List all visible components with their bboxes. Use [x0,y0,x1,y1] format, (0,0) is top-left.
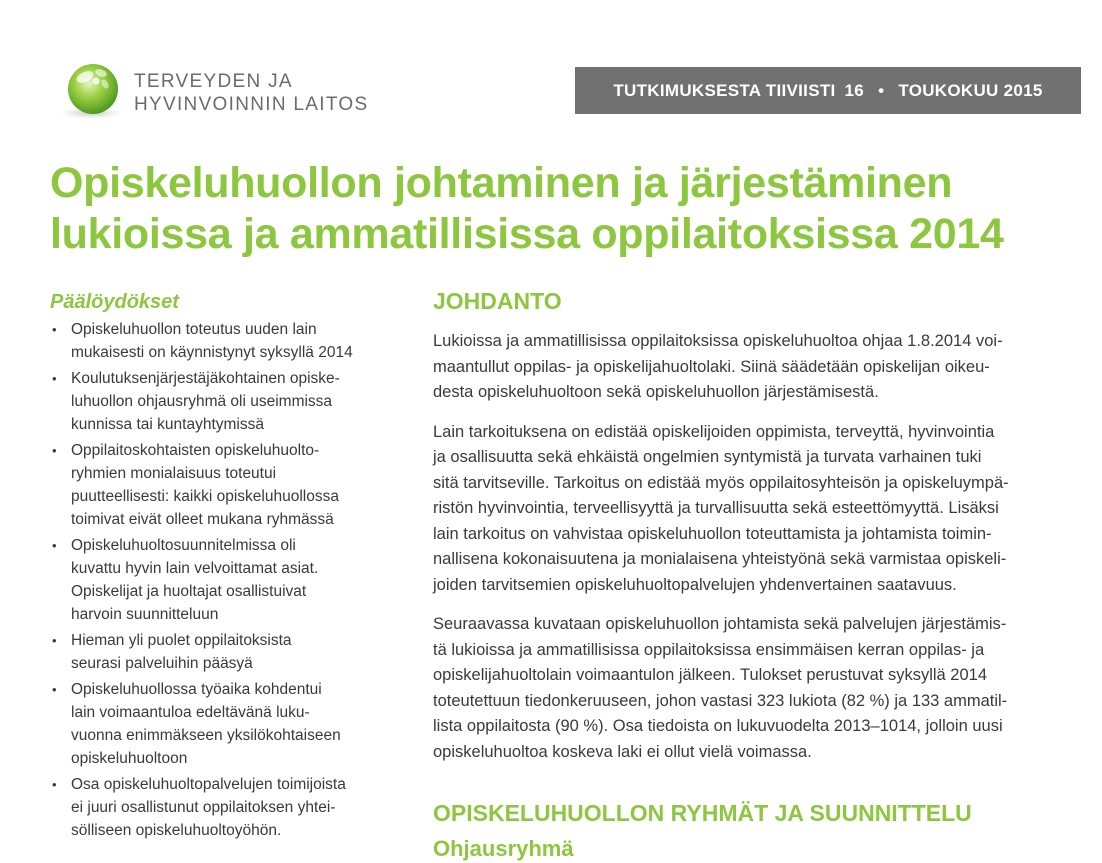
paragraph-line: maantullut oppilas- ja opiskelijahuoltolaki. Siinä säädetään opiskelijan oikeu- [433,357,990,376]
title-line: Opiskeluhuollon johtaminen ja järjestäminen [50,159,953,207]
finding-line: lain voimaantuloa edeltävänä luku- [71,704,310,721]
finding-line: Oppilaitoskohtaisten opiskeluhuolto- [71,442,320,459]
publication-date: TOUKOKUU 2015 [898,80,1043,100]
finding-line: Hieman yli puolet oppilaitoksista [71,632,292,649]
paragraph-line: lain tarkoitus on vahvistaa opiskeluhuollon toteuttamista ja johtamista toimin- [433,524,992,543]
finding-line: luhuollon ohjausryhmä oli useimmissa [71,393,333,410]
paragraph-line: opiskeluhuoltoa koskeva laki ei ollut vielä voimassa. [433,742,812,761]
subsection-heading: Ohjausryhmä [433,836,574,861]
paragraph-line: joiden tarvitsemien opiskeluhuoltopalvelujen yhdenvertainen saatavuus. [433,575,957,594]
finding-item [50,534,380,626]
paragraph-line: Seuraavassa kuvataan opiskeluhuollon johtamista sekä palvelujen järjestämis- [433,615,1007,633]
paragraph-line: ja osallisuutta sekä ehkäistä ongelmien syntymistä ja turvata varhainen tuki [433,448,982,466]
finding-line: toimivat eivät olleet mukana ryhmässä [71,511,334,528]
bullet-icon: • [52,633,57,648]
finding-line: ei juuri osallistunut oppilaitoksen yhtei- [71,799,336,816]
key-findings-panel [50,290,380,845]
intro-heading: JOHDANTO [433,288,562,314]
bullet-icon: • [52,777,57,792]
finding-line: mukaisesti on käynnistynyt syksyllä 2014 [71,344,353,361]
intro-paragraphs [433,329,1083,765]
key-findings-heading: Päälöydökset [50,291,179,313]
thl-logo-icon [51,60,131,122]
finding-line: puutteellisesti: kaikki opiskeluhuollossa [71,488,339,505]
finding-line: Opiskelijat ja huoltajat osallistuivat [71,583,307,600]
logo-line-1: TERVEYDEN JA [134,71,293,92]
body-paragraph [433,329,1083,406]
finding-line: opiskeluhuoltoon [71,750,188,767]
bullet-icon: • [52,538,57,553]
finding-line: Opiskeluhuollon toteutus uuden lain [71,321,317,338]
bullet-icon: • [52,443,57,458]
bullet-icon: • [52,682,57,697]
paragraph-line: Lain tarkoituksena on edistää opiskelijoiden oppimista, terveyttä, hyvinvointia [433,422,995,441]
page-title [50,158,1090,260]
logo-wordmark [134,70,368,116]
finding-item [50,773,380,842]
section-heading: OPISKELUHUOLLON RYHMÄT JA SUUNNITTELU [433,800,972,826]
thl-logo [51,60,391,122]
body-paragraph [433,420,1083,599]
article-body [433,285,1083,863]
paragraph-line: ristön hyvinvointia, terveellisyyttä ja turvallisuutta sekä esteettömyyttä. Lisäksi [433,499,999,517]
bullet-icon: • [52,371,57,386]
title-line: lukioissa ja ammatillisissa oppilaitoksissa 2014 [50,210,1004,258]
finding-line: Opiskeluhuollossa työaika kohdentui [71,681,322,698]
finding-line: Koulutuksenjärjestäjäkohtainen opiske- [71,370,340,387]
paragraph-line: toteutettuun tiedonkeruuseen, johon vastasi 323 lukiota (82 %) ja 133 ammatil- [433,691,1008,710]
series-name: TUTKIMUKSESTA TIIVIISTI [613,80,836,100]
finding-line: vuonna enimmäkseen yksilökohtaiseen [71,727,341,744]
finding-item [50,367,380,436]
finding-line: ryhmien monialaisuus toteutui [71,465,277,482]
finding-line: sölliseen opiskeluhuoltoyöhön. [71,822,282,839]
banner-separator: • [878,80,885,100]
paragraph-line: tä lukioissa ja ammatillisissa oppilaitoksissa ensimmäisen kerran oppilas- ja [433,640,985,659]
paragraph-line: lista oppilaitosta (90 %). Osa tiedoista on lukuvuodelta 2013–1014, jolloin uusi [433,717,1003,735]
finding-line: Opiskeluhuoltosuunnitelmissa oli [71,537,296,554]
paragraph-line: nallisena kokonaisuutena ja monialaisena yhteistyönä sekä varmistaa opiskeli- [433,550,1007,568]
finding-item [50,678,380,770]
key-findings-list [50,318,380,842]
paragraph-line: sitä tarvitseville. Tarkoitus on edistää myös oppilaitosyhteisön ja opiskeluympä- [433,473,1009,492]
finding-line: harvoin suunnitteluun [71,606,219,623]
finding-line: seurasi palveluihin pääsyä [71,655,253,672]
finding-line: kuvattu hyvin lain velvoittamat asiat. [71,560,319,577]
logo-line-2: HYVINVOINNIN LAITOS [134,94,369,115]
paragraph-line: Lukioissa ja ammatillisissa oppilaitoksissa opiskeluhuoltoa ohjaa 1.8.2014 voi- [433,332,1003,350]
body-paragraph [433,612,1083,765]
finding-line: kunnissa tai kuntayhtymissä [71,416,264,433]
finding-item [50,318,380,364]
finding-item [50,629,380,675]
series-issue: 16 [844,80,865,100]
finding-line: Osa opiskeluhuoltopalvelujen toimijoista [71,776,346,793]
bullet-icon: • [52,322,57,337]
paragraph-line: opiskelijahuoltolain voimaantulon jälkeen. Tulokset perustuvat syksyllä 2014 [433,666,987,684]
paragraph-line: desta opiskeluhuoltoon sekä opiskeluhuollon järjestämisestä. [433,383,879,401]
series-banner [575,67,1081,114]
finding-item [50,439,380,531]
